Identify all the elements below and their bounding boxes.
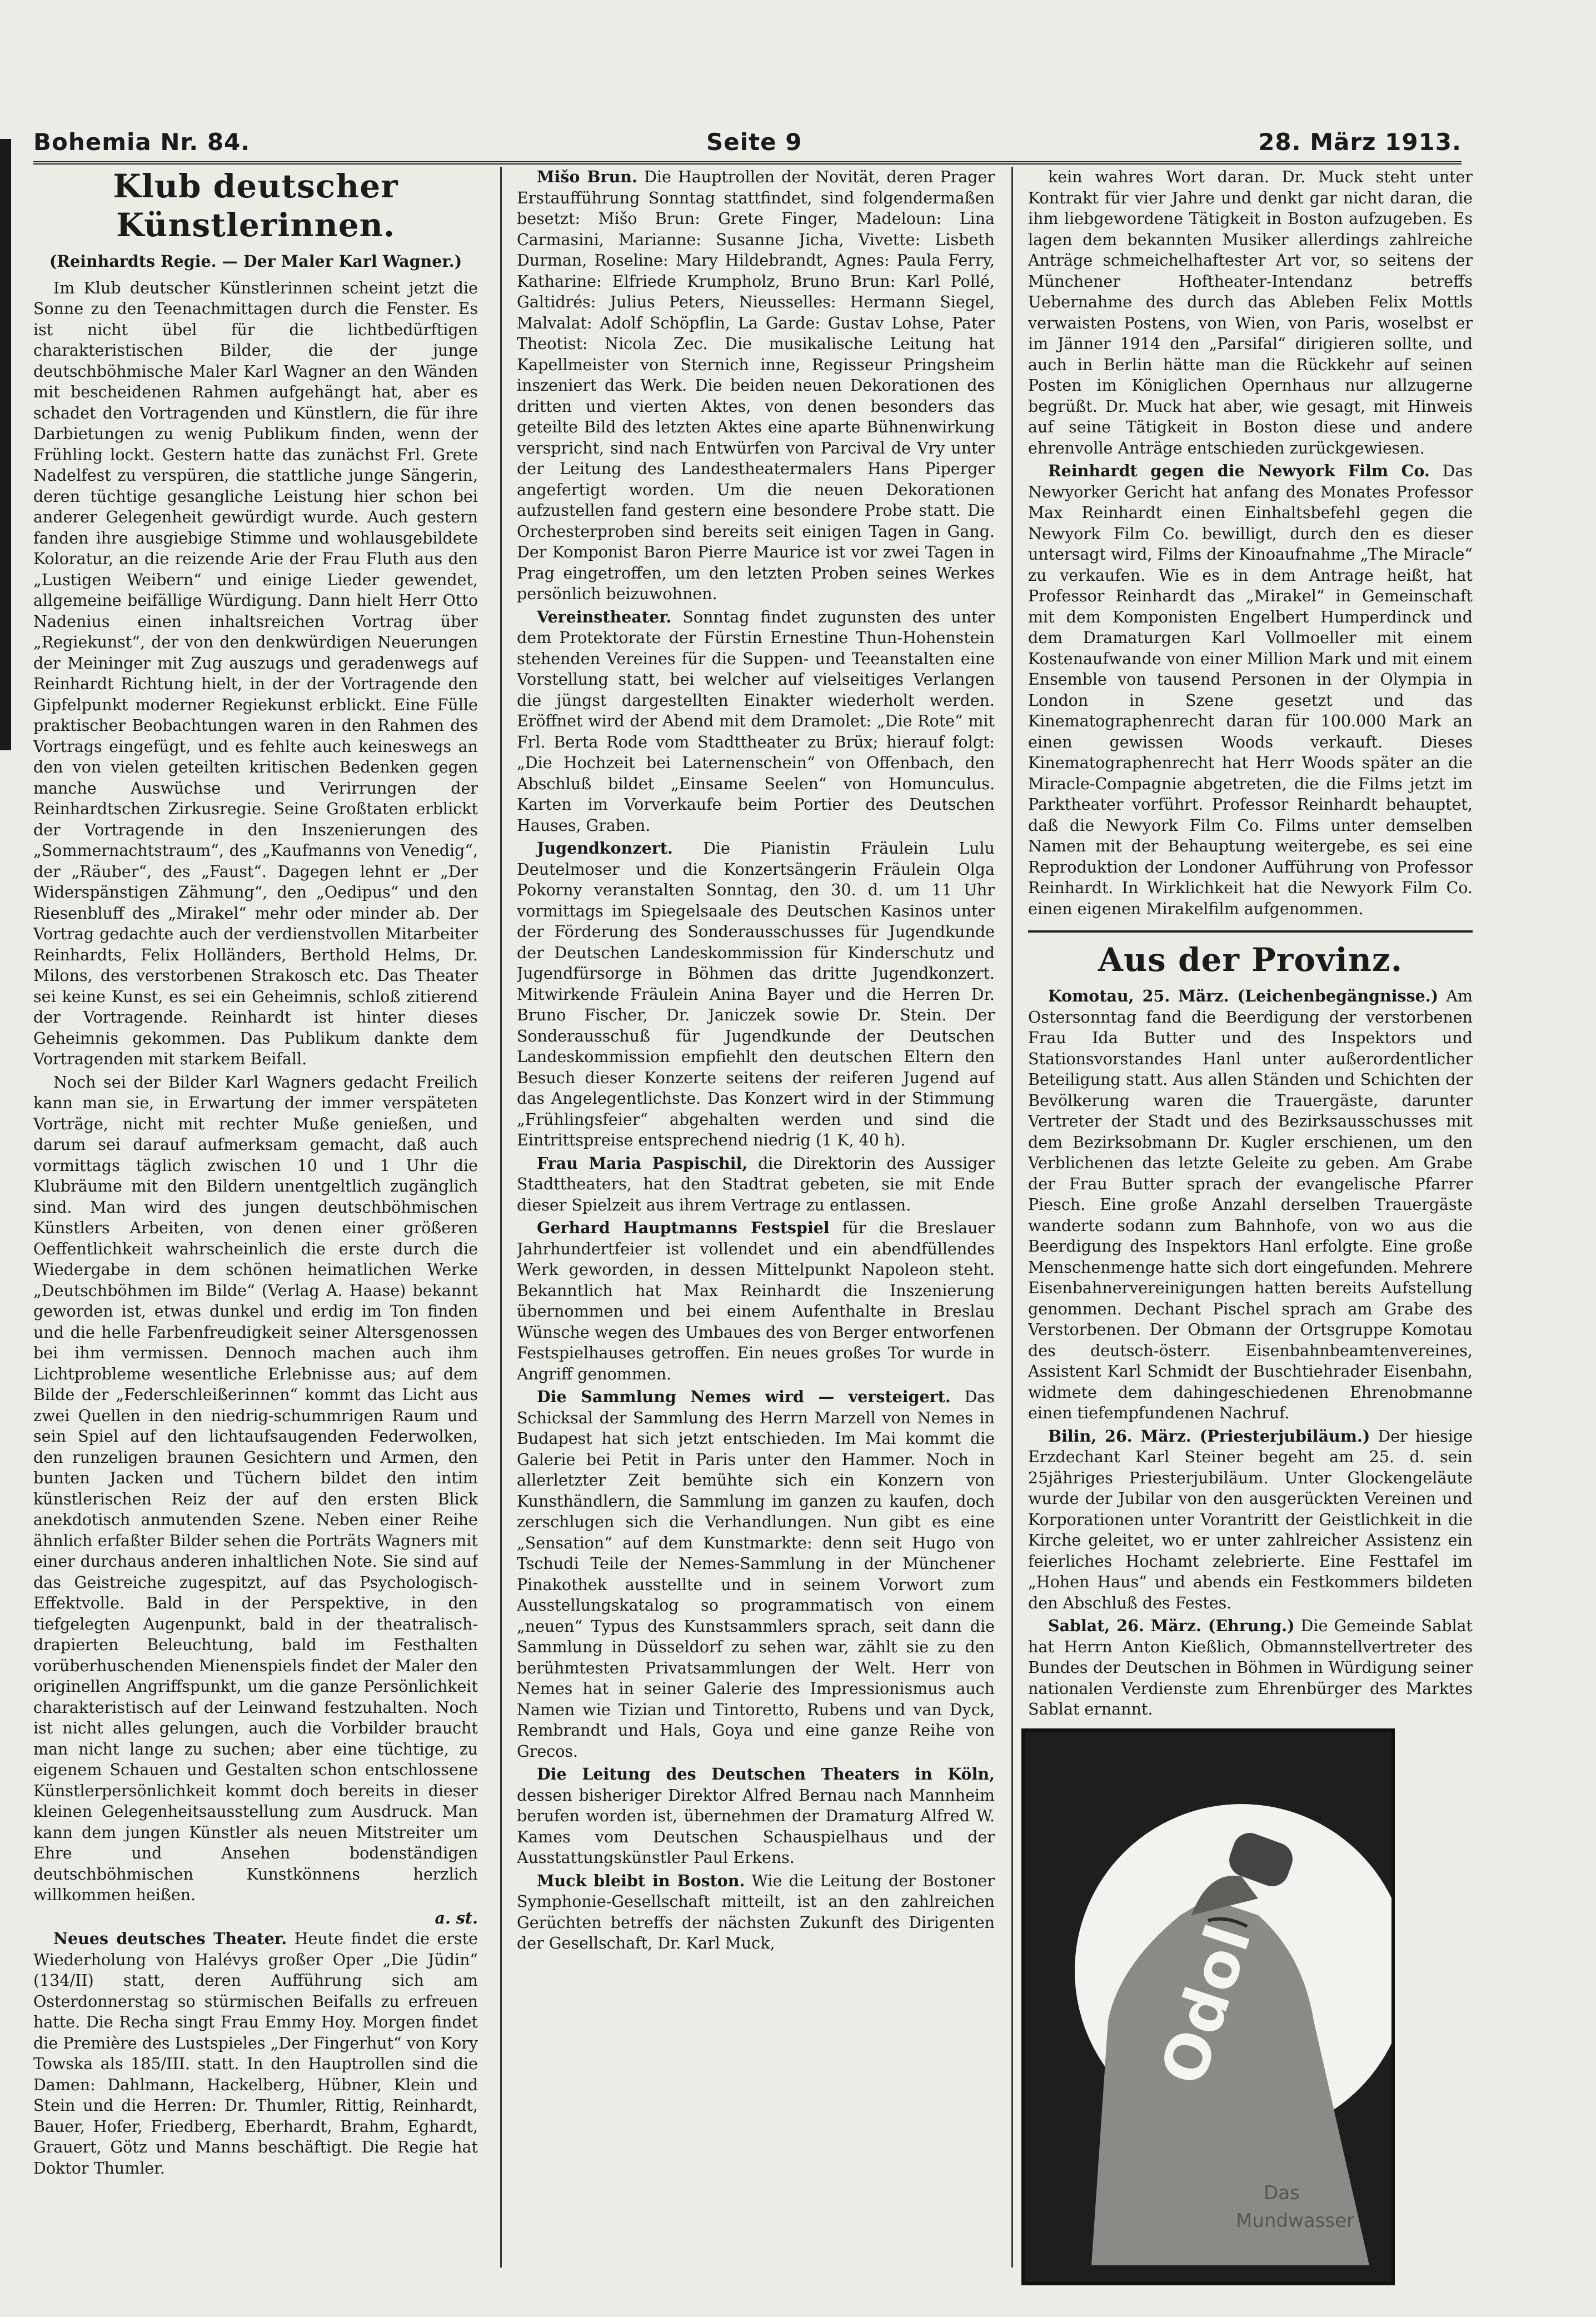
article-paragraph (1028, 1616, 1473, 1720)
article-paragraph: Im Klub deutscher Künstlerinnen scheint jetzt die Sonne zu den Teenachmittagen durch die Fenster. Es ist nicht übel für die lichtbedürftigen charakteristischen Bilder, die der junge deutschböhmische Maler Karl Wagner an den Wänden mit bescheidenen Rahmen aufgehängt hat, aber es schadet den Vortragenden und Künstlern, die für ihre Darbietungen zu wenig Publikum finden, wenn der Frühling lockt. Gestern hatte das zunächst Frl. Grete Nadelfest zu verspüren, die stattliche junge Sängerin, deren tüchtige gesangliche Leistung hier schon bei anderer Gelegenheit gewürdigt wurde. Auch gestern fanden ihre ausgiebige Stimme und wohlausgebildete Koloratur, an die reizende Arie der Frau Fluth aus den „Lustigen Weibern“ und einige Lieder gewendet, allgemeine beifällige Würdigung. Dann hielt Herr Otto Nadenius einen inhaltsreichen Vortrag über „Regiekunst“, der von den denkwürdigen Neuerungen der Meininger mit Zug auszugs und geradenwegs auf Reinhardt Richtung hielt, in der der Vortragende den Gipfelpunkt moderner Regiekunst erblickt. Eine Fülle praktischer Beobachtungen waren in den Rahmen des Vortrags eingefügt, und es fehlte auch keineswegs an den von vielen geteilten kritischen Bedenken gegen manche Auswüchse und Verirrungen der Reinhardtschen Zirkusregie. Seine Großtaten erblickt der Vortragende in den Inszenierungen des „Sommernachtstraum“, des „Kaufmanns von Venedig“, der „Räuber“, des „Faust“. Dagegen lehnt er „Der Widerspänstigen Zähmung“, den „Oedipus“ und den Riesenbluff des „Mirakel“ mehr oder minder ab. Der Vortrag gedachte auch der verdienstvollen Mitarbeiter Reinhardts, Felix Holländers, Berthold Helms, Dr. Milons, des verstorbenen Strakosch etc. Das Theater sei keine Kunst, es sei ein Geheimnis, schloß zitierend der Vortragende. Reinhardt ist hinter dieses Geheimnis gekommen. Das Publikum dankte dem Vortragenden mit starkem Beifall. (33, 278, 478, 1068)
paragraph-heading: Vereinstheater. (537, 607, 672, 626)
column-1 (33, 167, 478, 2268)
ad-slogan: Das (1264, 2182, 1300, 2204)
paragraph-heading: Neues deutsches Theater. (53, 1929, 287, 1948)
article-paragraph (517, 838, 995, 1151)
article-paragraph (517, 1764, 995, 1868)
paragraph-heading: Reinhardt gegen die Newyork Film Co. (1048, 461, 1430, 480)
section-divider (1028, 930, 1473, 933)
column-rule (500, 167, 502, 2268)
binding-edge (0, 139, 11, 750)
column-rule (1011, 167, 1013, 2268)
paragraph-heading: Die Leitung des Deutschen Theaters in Köln, (537, 1765, 995, 1783)
article-paragraph (517, 1387, 995, 1762)
paragraph-text: die Direktorin des Aussiger Stadttheaters, hat den Stadtrat gebeten, sie mit Ende dieser Spielzeit aus ihrem Vertrage zu entlassen. (517, 1154, 995, 1214)
ad-brand-name: Odol (1147, 1915, 1265, 2093)
article-paragraph (1028, 986, 1473, 1424)
paragraph-heading: Frau Maria Paspischil, (537, 1153, 748, 1173)
paragraph-text: Die Pianistin Fräulein Lulu Deutelmoser und die Konzertsängerin Fräulein Olga Pokorny veranstalten Sonntag, den 30. d. um 11 Uhr vormittags im Spiegelsaale des Deutschen Kasinos unter der Förderung des Sonderausschusses für Jugendkunde der Deutschen Landeskommission für Kinderschutz und Jugendfürsorge in Böhmen das dritte Jugendkonzert. Mitwirkende Fräulein Anina Bayer und die Herren Dr. Bruno Fischer, Dr. Janiczek sowie Dr. Stein. Der Sonderausschuß für Jugendkunde der Deutschen Landeskommission empfiehlt den deutschen Eltern den Besuch dieser Konzerte seitens der reiferen Jugend auf das Angelegentlichste. Das Konzert wird in der Stimmung „Frühlingsfeier“ abgehalten werden und sind die Eintrittspreise entsprechend niedrig (1 K, 40 h). (517, 839, 995, 1149)
paragraph-text: Am Ostersonntag fand die Beerdigung der verstorbenen Frau Ida Butter und des Inspektors und Stationsvorstandes Hanl unter außerordentlicher Beteiligung statt. Aus allen Ständen und Schichten der Bevölkerung waren die Trauergäste, darunter Vertreter der Stadt und des Bezirksausschusses mit dem Bezirksobmann Dr. Kugler erschienen, um den Verblichenen das letzte Geleite zu geben. Am Grabe der Frau Butter sprach der evangelische Pfarrer Piesch. Eine große Anzahl derselben Trauergäste wanderte sodann zum Bahnhofe, von wo aus die Beerdigung des Inspektors Hanl erfolgte. Eine große Menschenmenge hatte sich dort eingefunden. Mehrere Eisenbahnervereinigungen hatten bereits Aufstellung genommen. Dechant Pischel sprach am Grabe des Verstorbenen. Der Obmann der Ortsgruppe Komotau des deutsch-österr. Eisenbahnbeamtenvereines, Assistent Karl Schmidt der Buschtiehrader Eisenbahn, widmete dem dahingeschiedenen Ehrenobmanne einen tiefempfundenen Nachruf. (1028, 987, 1473, 1422)
paragraph-heading: Die Sammlung Nemes wird — versteigert. (537, 1387, 951, 1406)
paragraph-text: Der hiesige Erzdechant Karl Steiner begeht am 25. d. sein 25jähriges Priesterjubiläum. Unter Glockengeläute wurde der Jubilar von den ausgerückten Vereinen und Korporationen unter Vorantritt der Geistlichkeit in die Kirche geleitet, wo er unter zahlreicher Assistenz ein feierliches Hochamt zelebrierte. Eine Festtafel im „Hohen Haus“ und abends ein Festkommers bildeten den Abschluß des Festes. (1028, 1427, 1473, 1612)
article-paragraph (517, 1218, 995, 1384)
article-paragraph: Noch sei der Bilder Karl Wagners gedacht Freilich kann man sie, in Erwartung der immer verspäteten Vorträge, nicht mit rechter Muße genießen, und darum sei darauf aufmerksam gemacht, daß auch vormittags täglich zwischen 10 und 1 Uhr die Klubräume mit den Bildern unentgeltlich zugänglich sind. Man wird des jungen deutschböhmischen Künstlers Arbeiten, von denen einer größeren Oeffentlichkeit wahrscheinlich die erste durch die Wiedergabe in dem schönen heimatlichen Werke „Deutschböhmen im Bilde“ (Verlag A. Haase) bekannt geworden ist, etwas dunkel und erdig im Ton finden und die helle Farbenfreudigkeit seiner Altersgenossen bei ihm vermissen. Dennoch machen auch ihm Lichtprobleme wesentliche Erlebnisse aus; auf dem Bilde der „Federschleißerinnen“ kommt das Licht aus zwei Quellen in den niedrig-schummrigen Raum und sein Spiel auf den lichtaufsaugenden Federwolken, den runzeligen braunen Gesichtern und Armen, den bunten Jacken und Tüchern bildet den intim künstlerischen Reiz der auf den ersten Blick anekdotisch anmutenden Szene. Neben einer Reihe ähnlich erfaßter Bilder sehen die Porträts Wagners mit einer durchaus anderen inhaltlichen Note. Sie sind auf das Geistreiche zugespitzt, auf das Psychologisch-Effektvolle. Bald in der Perspektive, in den tiefgelegten Augenpunkt, bald in der theatralisch-drapierten Beleuchtung, bald im Festhalten vorüberhuschenden Mienenspiels findet der Maler den originellen Angriffspunkt, um die ganze Persönlichkeit charakteristisch auf der Leinwand festzuhalten. Noch ist nicht alles gelungen, auch die Vorbilder braucht man nicht lange zu suchen; aber eine tüchtige, zu eigenem Schauen und Gestalten schon entschlossene Künstlerpersönlichkeit kommt doch bereits in dieser kleinen Gelegenheitsausstellung zum Ausdruck. Man kann dem jungen Künstler als neuen Mitstreiter um Ehre und Ansehen bodenständigen deutschböhmischen Kunstkönnens herzlich willkommen heißen. (33, 1073, 478, 1904)
article-paragraph (1028, 1426, 1473, 1614)
article-paragraph (517, 1153, 995, 1216)
paragraph-text: Sonntag findet zugunsten des unter dem Protektorate der Fürstin Ernestine Thun-Hohenstein stehenden Vereines für die Suppen- und Teeanstalten eine Vorstellung statt, bei welcher auf vielseitiges Verlangen die jüngst dargestellten Einakter wiederholt werden. Eröffnet wird der Abend mit dem Dramolet: „Die Rote“ mit Frl. Berta Rode vom Stadttheater zu Brüx; hierauf folgt: „Die Hochzeit bei Laternenschein“ von Offenbach, den Abschluß bildet „Einsame Seelen“ von Homunculus. Karten im Vorverkaufe beim Portier des Deutschen Hauses, Graben. (517, 607, 995, 835)
paragraph-text: Die Hauptrollen der Novität, deren Prager Erstaufführung Sonntag stattfindet, sind folgendermaßen besetzt: Mišo Brun: Grete Finger, Madeloun: Lina Carmasini, Marianne: Susanne Jicha, Vivette: Lisbeth Durman, Roseline: Mary Hildebrandt, Agnes: Paula Ferry, Katharine: Elfriede Krumpholz, Bruno Brun: Karl Pollé, Galtidrés: Julius Peters, Nieusselles: Hermann Siegel, Malvalat: Adolf Schöpflin, La Garde: Gustav Lohse, Pater Theotist: Nicola Zec. Die musikalische Leitung hat Kapellmeister von Sternich inne, Regisseur Pringsheim inszeniert das Werk. Die beiden neuen Dekorationen des dritten und vierten Aktes, von denen besonders das geteilte Bild des letzten Aktes eine aparte Bühnenwirkung verspricht, sind nach Entwürfen von Parcival de Vry unter der Leitung des Landestheatermalers Hans Piperger angefertigt worden. Um die neuen Dekorationen aufzustellen fand gestern eine besondere Probe statt. Die Orchesterproben sind bereits seit einigen Tagen in Gang. Der Komponist Baron Pierre Maurice ist vor zwei Tagen in Prag eingetroffen, um den letzten Proben seines Werkes persönlich beizuwohnen. (517, 168, 995, 603)
ad-slogan: Mundwasser (1236, 2210, 1354, 2232)
header-date: 28. März 1913. (1258, 128, 1462, 156)
paragraph-text: Die Gemeinde Sablat hat Herrn Anton Kießlich, Obmannstellvertreter des Bundes der Deutschen in Böhmen in Würdigung seiner nationalen Verdienste zum Ehrenbürger des Marktes Sablat ernannt. (1028, 1617, 1473, 1718)
paragraph-heading: Gerhard Hauptmanns Festspiel (537, 1218, 830, 1237)
article-signature: a. st. (435, 1908, 478, 1927)
header-page-number: Seite 9 (706, 128, 802, 156)
page-header (33, 106, 1462, 165)
section-title: Aus der Provinz. (1098, 941, 1403, 979)
paragraph-heading: Muck bleibt in Boston. (537, 1871, 745, 1890)
paragraph-text: Wie die Leitung der Bostoner Symphonie-Gesellschaft mitteilt, ist an den zahlreichen Gerüchten betreffs der nächsten Zukunft des Dirigenten der Gesellschaft, Dr. Karl Muck, (517, 1871, 995, 1952)
paragraph-heading: Mišo Brun. (537, 167, 637, 186)
article-subtitle: (Reinhardts Regie. — Der Maler Karl Wagner.) (49, 252, 462, 271)
paragraph-heading: Sablat, 26. März. (Ehrung.) (1048, 1616, 1295, 1635)
article-title: Klub deutscher Künstlerinnen. (113, 167, 398, 244)
paragraph-text: Das Newyorker Gericht hat anfang des Monates Professor Max Reinhardt einen Einhaltsbefehl gegen die Newyork Film Co. bewilligt, durch den es dieser untersagt wird, Films der Kinoaufnahme „The Miracle“ zu verkaufen. Wie es in dem Antrage heißt, hat Professor Reinhardt das „Mirakel“ in Gemeinschaft mit dem Komponisten Engelbert Humperdinck und dem Dramaturgen Karl Vollmoeller mit einem Kostenaufwande von einer Million Mark und mit einem Ensemble von tausend Personen in der Olympia in London in Szene gesetzt und das Kinematographenrecht daran für 100.000 Mark an einen gewissen Woods verkauft. Dieses Kinematographenrecht hat Herr Woods später an die Miracle-Compagnie abgetreten, die die Films jetzt im Parktheater vorführt. Professor Reinhardt behauptet, daß die Newyork Film Co. Films unter demselben Namen mit der Behauptung weitergebe, es sei eine Reproduktion der Londoner Aufführung von Professor Reinhardt. In Wirklichkeit hat die Newyork Film Co. einen eigenen Mirakelfilm aufgenommen. (1028, 462, 1473, 918)
paragraph-heading: Komotau, 25. März. (Leichenbegängnisse.) (1048, 986, 1439, 1005)
article-paragraph: kein wahres Wort daran. Dr. Muck steht unter Kontrakt für vier Jahre und denkt gar nicht daran, die ihm liebgewordene Tätigkeit in Boston aufzugeben. Es lagen dem bekannten Musiker allerdings zahlreiche Anträge schmeichelhaftester Art vor, so seitens der Münchener Hoftheater-Intendanz betreffs Uebernahme des durch das Ableben Felix Mottls verwaisten Postens, von Wien, von Paris, woselbst er im Jänner 1914 den „Parsifal“ dirigieren sollte, und auch in Berlin hätte man die Rückkehr auf seinen Posten im Königlichen Opernhaus nur allzugerne begrüßt. Dr. Muck hat aber, wie gesagt, mit Hinweis auf seine Tätigkeit in Boston diese und andere ehrenvolle Anträge entschieden zurückgewiesen. (1028, 168, 1473, 457)
newspaper-page (33, 83, 1473, 2284)
paragraph-text: Heute findet die erste Wiederholung von Halévys großer Oper „Die Jüdin“ (134/II) statt, deren Aufführung sich am Osterdonnerstag so stürmischen Beifalls zu erfreuen hatte. Die Recha singt Frau Emmy Hoy. Morgen findet die Première des Lustspieles „Der Fingerhut“ von Kory Towska als 185/III. statt. In den Hauptrollen sind die Damen: Dahlmann, Hackelberg, Hübner, Klein und Stein und die Herren: Dr. Thumler, Rittig, Reinhardt, Bauer, Hofer, Friedberg, Eberhardt, Brahm, Eghardt, Grauert, Götz und Manns beschäftigt. Die Regie hat Doktor Thumler. (33, 1930, 478, 2178)
paragraph-text: für die Breslauer Jahrhundertfeier ist vollendet und ein abendfüllendes Werk geworden, in dessen Mittelpunkt Napoleon steht. Bekanntlich hat Max Reinhardt die Inszenierung übernommen und bei einem Aufenthalte in Breslau Wünsche wegen des Umbaues des von Berger entworfenen Festspielhauses getroffen. Ein neues großes Tor wurde in Angriff genommen. (517, 1219, 995, 1383)
article-paragraph (1028, 461, 1473, 919)
header-issue: Bohemia Nr. 84. (33, 128, 251, 156)
article-paragraph (517, 167, 995, 605)
article-paragraph (33, 1929, 478, 2179)
article-paragraph (517, 1871, 995, 1954)
odol-advertisement (1021, 1728, 1395, 2285)
article-paragraph (517, 607, 995, 836)
paragraph-heading: Jugendkonzert. (537, 839, 673, 858)
paragraph-heading: Bilin, 26. März. (Priesterjubiläum.) (1048, 1426, 1370, 1446)
paragraph-text: dessen bisheriger Direktor Alfred Bernau nach Mannheim berufen worden ist, übernehmen der Dramaturg Alfred W. Kames vom Deutschen Schauspielhaus und der Ausstattungskünstler Paul Erkens. (517, 1786, 995, 1867)
column-2 (517, 167, 995, 2268)
paragraph-text: Das Schicksal der Sammlung des Herrn Marzell von Nemes in Budapest hat sich jetzt entschieden. Im Mai kommt die Galerie bei Petit in Paris unter den Hammer. Noch in allerletzter Zeit bemühte sich ein Konzern von Kunsthändlern, die Sammlung im ganzen zu kaufen, doch zerschlugen sich die Verhandlungen. Nun gibt es eine „Sensation“ auf dem Kunstmarkte: denn seit Hugo von Tschudi Teile der Nemes-Sammlung in der Münchener Pinakothek ausstellte und in seinem Vorwort zum Ausstellungskatalog so programmatisch von einem „neuen“ Typus des Kunstsammlers sprach, seit dann die Sammlung in Düsseldorf zu sehen war, zählt sie zu den berühmtesten Privatsammlungen der Welt. Herr von Nemes hat in seiner Galerie des Impressionismus auch Namen wie Tizian und Tintoretto, Rubens und van Dyck, Rembrandt und Hals, Goya und eine ganze Reihe von Grecos. (517, 1388, 995, 1761)
